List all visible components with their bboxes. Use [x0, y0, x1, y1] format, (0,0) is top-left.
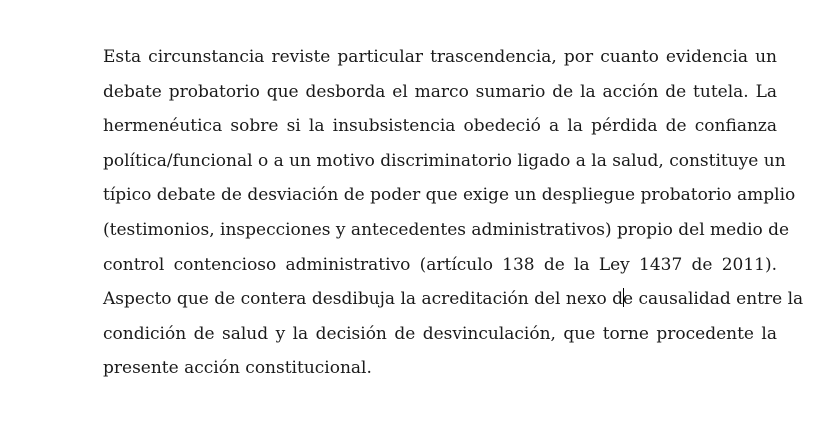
document-paragraph[interactable] [103, 42, 804, 388]
paragraph-line-10: presente acción constitucional. [103, 358, 372, 379]
paragraph-line-8 [103, 284, 804, 319]
paragraph-line-5: típico debate de desviación de poder que exige un despliegue probatorio amplio [103, 185, 796, 206]
paragraph-line-4: política/funcional o a un motivo discriminatorio ligado a la salud, constituye un [103, 150, 786, 171]
paragraph-line-3: hermenéutica sobre si la insubsistencia obedeció a la pérdida de confianza [103, 116, 777, 137]
line-8-text-before-cursor: Aspecto que de contera desdibuja la acreditación del nexo d [103, 289, 624, 310]
paragraph-line-1: Esta circunstancia reviste particular trascendencia, por cuanto evidencia un [103, 47, 777, 67]
paragraph-line-2: debate probatorio que desborda el marco sumario de la acción de tutela. La [103, 81, 777, 102]
paragraph-line-7: control contencioso administrativo (artículo 138 de la Ley 1437 de 2011). [103, 254, 777, 275]
paragraph-line-9: condición de salud y la decisión de desvinculación, que torne procedente la [103, 323, 777, 344]
line-8-text-after-cursor: e causalidad entre la [623, 289, 804, 310]
paragraph-line-6: (testimonios, inspecciones y antecedentes administrativos) propio del medio de [103, 219, 790, 240]
